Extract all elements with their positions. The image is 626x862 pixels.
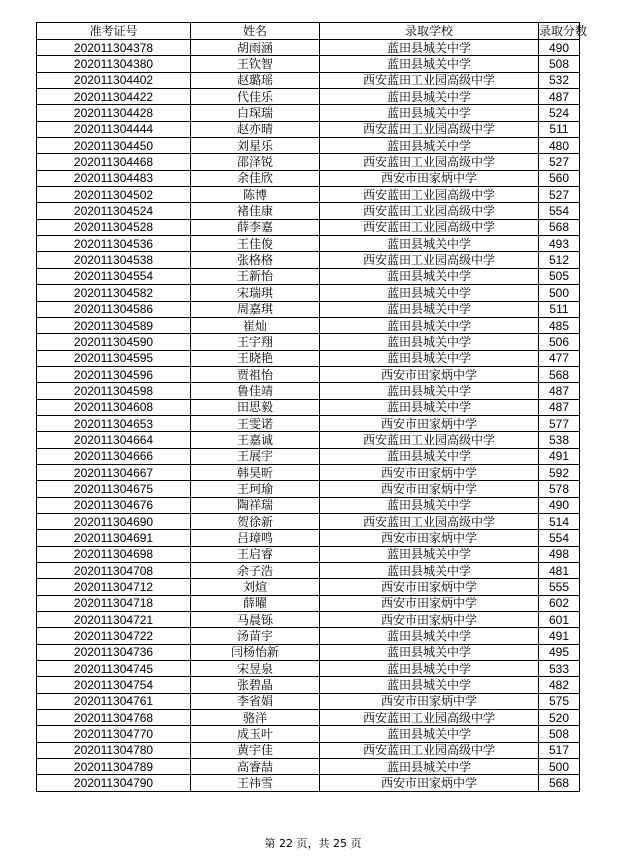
school-cell: 蓝田县城关中学	[320, 497, 539, 513]
student-name-cell: 王钦智	[191, 56, 320, 72]
student-name-cell: 黄宇佳	[191, 742, 320, 758]
exam-number-cell: 202011304770	[37, 726, 191, 742]
student-name-cell: 王嘉诚	[191, 432, 320, 448]
exam-number-cell: 202011304428	[37, 105, 191, 121]
student-name-cell: 崔灿	[191, 317, 320, 333]
school-cell: 西安市田家炳中学	[320, 170, 539, 186]
score-cell: 505	[539, 268, 580, 284]
score-cell: 517	[539, 742, 580, 758]
school-cell: 蓝田县城关中学	[320, 644, 539, 660]
table-row	[37, 138, 580, 154]
table-row	[37, 399, 580, 415]
exam-number-cell: 202011304402	[37, 72, 191, 88]
exam-number-cell: 202011304450	[37, 138, 191, 154]
table-row	[37, 612, 580, 628]
school-cell: 蓝田县城关中学	[320, 236, 539, 252]
school-cell: 西安蓝田工业园高级中学	[320, 154, 539, 170]
table-row	[37, 481, 580, 497]
table-row	[37, 546, 580, 562]
school-cell: 蓝田县城关中学	[320, 334, 539, 350]
table-row	[37, 710, 580, 726]
exam-number-cell: 202011304595	[37, 350, 191, 366]
score-cell: 602	[539, 595, 580, 611]
school-cell: 西安市田家炳中学	[320, 775, 539, 791]
student-name-cell: 鲁佳靖	[191, 383, 320, 399]
school-cell: 西安市田家炳中学	[320, 612, 539, 628]
score-cell: 500	[539, 285, 580, 301]
score-cell: 511	[539, 121, 580, 137]
student-name-cell: 赵璐瑶	[191, 72, 320, 88]
score-cell: 532	[539, 72, 580, 88]
student-name-cell: 王祎雪	[191, 775, 320, 791]
score-cell: 514	[539, 513, 580, 529]
exam-number-cell: 202011304380	[37, 56, 191, 72]
table-row	[37, 170, 580, 186]
score-cell: 592	[539, 464, 580, 480]
school-cell: 西安蓝田工业园高级中学	[320, 742, 539, 758]
exam-number-cell: 202011304789	[37, 759, 191, 775]
score-cell: 508	[539, 726, 580, 742]
exam-number-cell: 202011304667	[37, 464, 191, 480]
table-row	[37, 334, 580, 350]
school-cell: 蓝田县城关中学	[320, 399, 539, 415]
student-name-cell: 贾祖怡	[191, 366, 320, 382]
student-name-cell: 余子浩	[191, 563, 320, 579]
exam-number-cell: 202011304538	[37, 252, 191, 268]
student-name-cell: 周嘉琪	[191, 301, 320, 317]
column-header-score: 录取分数	[539, 24, 588, 38]
exam-number-cell: 202011304468	[37, 154, 191, 170]
school-cell: 西安蓝田工业园高级中学	[320, 710, 539, 726]
table-row	[37, 350, 580, 366]
exam-number-cell: 202011304754	[37, 677, 191, 693]
school-cell: 蓝田县城关中学	[320, 285, 539, 301]
school-cell: 西安市田家炳中学	[320, 366, 539, 382]
table-row	[37, 726, 580, 742]
exam-number-cell: 202011304524	[37, 203, 191, 219]
exam-number-cell: 202011304586	[37, 301, 191, 317]
table-row	[37, 285, 580, 301]
school-cell: 蓝田县城关中学	[320, 138, 539, 154]
exam-number-cell: 202011304590	[37, 334, 191, 350]
score-cell: 491	[539, 628, 580, 644]
exam-number-cell: 202011304721	[37, 612, 191, 628]
exam-number-cell: 202011304712	[37, 579, 191, 595]
table-row	[37, 236, 580, 252]
student-name-cell: 汤苗宇	[191, 628, 320, 644]
exam-number-cell: 202011304690	[37, 513, 191, 529]
school-cell: 蓝田县城关中学	[320, 89, 539, 105]
table-row	[37, 121, 580, 137]
school-cell: 西安市田家炳中学	[320, 464, 539, 480]
exam-number-cell: 202011304691	[37, 530, 191, 546]
student-name-cell: 王新怡	[191, 268, 320, 284]
score-cell: 487	[539, 399, 580, 415]
student-name-cell: 骆洋	[191, 710, 320, 726]
score-cell: 575	[539, 693, 580, 709]
table-row	[37, 301, 580, 317]
column-header-school: 录取学校	[320, 23, 539, 40]
column-header-name: 姓名	[191, 23, 320, 40]
table-row	[37, 219, 580, 235]
exam-number-cell: 202011304554	[37, 268, 191, 284]
table-row	[37, 464, 580, 480]
school-cell: 西安市田家炳中学	[320, 693, 539, 709]
student-name-cell: 张碧晶	[191, 677, 320, 693]
exam-number-cell: 202011304718	[37, 595, 191, 611]
score-cell: 533	[539, 661, 580, 677]
score-cell: 520	[539, 710, 580, 726]
score-cell: 487	[539, 383, 580, 399]
score-cell: 495	[539, 644, 580, 660]
student-name-cell: 田思毅	[191, 399, 320, 415]
school-cell: 西安市田家炳中学	[320, 530, 539, 546]
score-cell: 538	[539, 432, 580, 448]
student-name-cell: 韩昊昕	[191, 464, 320, 480]
table-row	[37, 72, 580, 88]
table-row	[37, 693, 580, 709]
exam-number-cell: 202011304790	[37, 775, 191, 791]
exam-number-cell: 202011304582	[37, 285, 191, 301]
table-row	[37, 661, 580, 677]
score-cell: 527	[539, 187, 580, 203]
table-row	[37, 317, 580, 333]
table-header-row	[37, 23, 580, 40]
school-cell: 西安蓝田工业园高级中学	[320, 121, 539, 137]
student-name-cell: 马晨铄	[191, 612, 320, 628]
school-cell: 蓝田县城关中学	[320, 56, 539, 72]
school-cell: 西安蓝田工业园高级中学	[320, 187, 539, 203]
student-name-cell: 刘煊	[191, 579, 320, 595]
student-name-cell: 张格格	[191, 252, 320, 268]
school-cell: 蓝田县城关中学	[320, 726, 539, 742]
student-name-cell: 王雯诺	[191, 415, 320, 431]
table-row	[37, 268, 580, 284]
exam-number-cell: 202011304736	[37, 644, 191, 660]
score-cell: 568	[539, 366, 580, 382]
school-cell: 西安市田家炳中学	[320, 415, 539, 431]
student-name-cell: 王珂瑜	[191, 481, 320, 497]
score-cell: 560	[539, 170, 580, 186]
school-cell: 蓝田县城关中学	[320, 301, 539, 317]
score-cell: 568	[539, 775, 580, 791]
table-row	[37, 187, 580, 203]
score-cell: 500	[539, 759, 580, 775]
exam-number-cell: 202011304528	[37, 219, 191, 235]
school-cell: 蓝田县城关中学	[320, 661, 539, 677]
exam-number-cell: 202011304608	[37, 399, 191, 415]
table-row	[37, 530, 580, 546]
student-name-cell: 陈博	[191, 187, 320, 203]
school-cell: 西安市田家炳中学	[320, 595, 539, 611]
table-row	[37, 628, 580, 644]
school-cell: 西安蓝田工业园高级中学	[320, 72, 539, 88]
score-cell: 512	[539, 252, 580, 268]
table-row	[37, 497, 580, 513]
student-name-cell: 白琛瑞	[191, 105, 320, 121]
student-name-cell: 宋瑞琪	[191, 285, 320, 301]
exam-number-cell: 202011304422	[37, 89, 191, 105]
score-cell: 481	[539, 563, 580, 579]
student-name-cell: 王启睿	[191, 546, 320, 562]
school-cell: 蓝田县城关中学	[320, 268, 539, 284]
score-cell: 477	[539, 350, 580, 366]
school-cell: 西安市田家炳中学	[320, 481, 539, 497]
exam-number-cell: 202011304596	[37, 366, 191, 382]
exam-number-cell: 202011304653	[37, 415, 191, 431]
score-cell: 498	[539, 546, 580, 562]
score-cell: 493	[539, 236, 580, 252]
student-name-cell: 余佳欣	[191, 170, 320, 186]
score-cell: 511	[539, 301, 580, 317]
school-cell: 西安蓝田工业园高级中学	[320, 432, 539, 448]
score-cell: 524	[539, 105, 580, 121]
score-cell: 578	[539, 481, 580, 497]
student-name-cell: 陶祥瑞	[191, 497, 320, 513]
school-cell: 西安蓝田工业园高级中学	[320, 203, 539, 219]
student-name-cell: 吕璋鸣	[191, 530, 320, 546]
student-name-cell: 代佳乐	[191, 89, 320, 105]
exam-number-cell: 202011304664	[37, 432, 191, 448]
table-row	[37, 644, 580, 660]
exam-number-cell: 202011304483	[37, 170, 191, 186]
exam-number-cell: 202011304708	[37, 563, 191, 579]
exam-number-cell: 202011304675	[37, 481, 191, 497]
score-cell: 506	[539, 334, 580, 350]
school-cell: 西安蓝田工业园高级中学	[320, 219, 539, 235]
score-cell: 491	[539, 448, 580, 464]
student-name-cell: 薛曜	[191, 595, 320, 611]
exam-number-cell: 202011304745	[37, 661, 191, 677]
school-cell: 西安市田家炳中学	[320, 579, 539, 595]
page-footer	[0, 835, 626, 851]
score-cell: 554	[539, 530, 580, 546]
student-name-cell: 宋昱泉	[191, 661, 320, 677]
table-row	[37, 563, 580, 579]
student-name-cell: 胡雨涵	[191, 40, 320, 56]
score-cell: 568	[539, 219, 580, 235]
score-cell: 554	[539, 203, 580, 219]
score-cell: 601	[539, 612, 580, 628]
exam-number-cell: 202011304698	[37, 546, 191, 562]
table-row	[37, 595, 580, 611]
admission-table	[36, 22, 588, 792]
table-row	[37, 366, 580, 382]
page-number-text: 第 22 页，共 25 页	[264, 837, 362, 850]
student-name-cell: 王佳俊	[191, 236, 320, 252]
student-name-cell: 赵亦晴	[191, 121, 320, 137]
table-row	[37, 742, 580, 758]
exam-number-cell: 202011304768	[37, 710, 191, 726]
score-cell: 490	[539, 40, 580, 56]
student-name-cell: 王展宇	[191, 448, 320, 464]
score-cell: 577	[539, 415, 580, 431]
table-row	[37, 40, 580, 56]
exam-number-cell: 202011304444	[37, 121, 191, 137]
exam-number-cell: 202011304780	[37, 742, 191, 758]
table-row	[37, 513, 580, 529]
exam-number-cell: 202011304598	[37, 383, 191, 399]
table-row	[37, 203, 580, 219]
table-row	[37, 432, 580, 448]
score-cell: 527	[539, 154, 580, 170]
school-cell: 蓝田县城关中学	[320, 448, 539, 464]
score-cell: 480	[539, 138, 580, 154]
table-row	[37, 56, 580, 72]
student-name-cell: 王晓艳	[191, 350, 320, 366]
school-cell: 西安蓝田工业园高级中学	[320, 252, 539, 268]
table-row	[37, 105, 580, 121]
score-cell: 487	[539, 89, 580, 105]
score-cell: 482	[539, 677, 580, 693]
table-row	[37, 89, 580, 105]
exam-number-cell: 202011304378	[37, 40, 191, 56]
school-cell: 蓝田县城关中学	[320, 105, 539, 121]
exam-number-cell: 202011304761	[37, 693, 191, 709]
school-cell: 蓝田县城关中学	[320, 759, 539, 775]
school-cell: 蓝田县城关中学	[320, 350, 539, 366]
school-cell: 西安蓝田工业园高级中学	[320, 513, 539, 529]
student-name-cell: 薛李嘉	[191, 219, 320, 235]
table-row	[37, 252, 580, 268]
school-cell: 蓝田县城关中学	[320, 563, 539, 579]
school-cell: 蓝田县城关中学	[320, 40, 539, 56]
exam-number-cell: 202011304676	[37, 497, 191, 513]
exam-number-cell: 202011304589	[37, 317, 191, 333]
student-name-cell: 褚佳康	[191, 203, 320, 219]
student-name-cell: 闫杨怡新	[191, 644, 320, 660]
table-body	[37, 40, 580, 792]
school-cell: 蓝田县城关中学	[320, 677, 539, 693]
table-row	[37, 775, 580, 791]
score-cell: 490	[539, 497, 580, 513]
exam-number-cell: 202011304536	[37, 236, 191, 252]
score-cell: 508	[539, 56, 580, 72]
school-cell: 蓝田县城关中学	[320, 317, 539, 333]
table-row	[37, 677, 580, 693]
student-name-cell: 成玉叶	[191, 726, 320, 742]
student-name-cell: 王宇翔	[191, 334, 320, 350]
exam-number-cell: 202011304666	[37, 448, 191, 464]
school-cell: 蓝田县城关中学	[320, 546, 539, 562]
table-row	[37, 383, 580, 399]
score-cell: 485	[539, 317, 580, 333]
column-header-exam-number: 准考证号	[37, 23, 191, 40]
student-name-cell: 高睿喆	[191, 759, 320, 775]
student-name-cell: 李省娟	[191, 693, 320, 709]
student-name-cell: 刘星乐	[191, 138, 320, 154]
table-row	[37, 759, 580, 775]
score-cell: 555	[539, 579, 580, 595]
table-row	[37, 154, 580, 170]
table-row	[37, 448, 580, 464]
exam-number-cell: 202011304722	[37, 628, 191, 644]
table-row	[37, 415, 580, 431]
table-row	[37, 579, 580, 595]
school-cell: 蓝田县城关中学	[320, 628, 539, 644]
student-name-cell: 邵泽锐	[191, 154, 320, 170]
exam-number-cell: 202011304502	[37, 187, 191, 203]
student-name-cell: 贺徐新	[191, 513, 320, 529]
school-cell: 蓝田县城关中学	[320, 383, 539, 399]
